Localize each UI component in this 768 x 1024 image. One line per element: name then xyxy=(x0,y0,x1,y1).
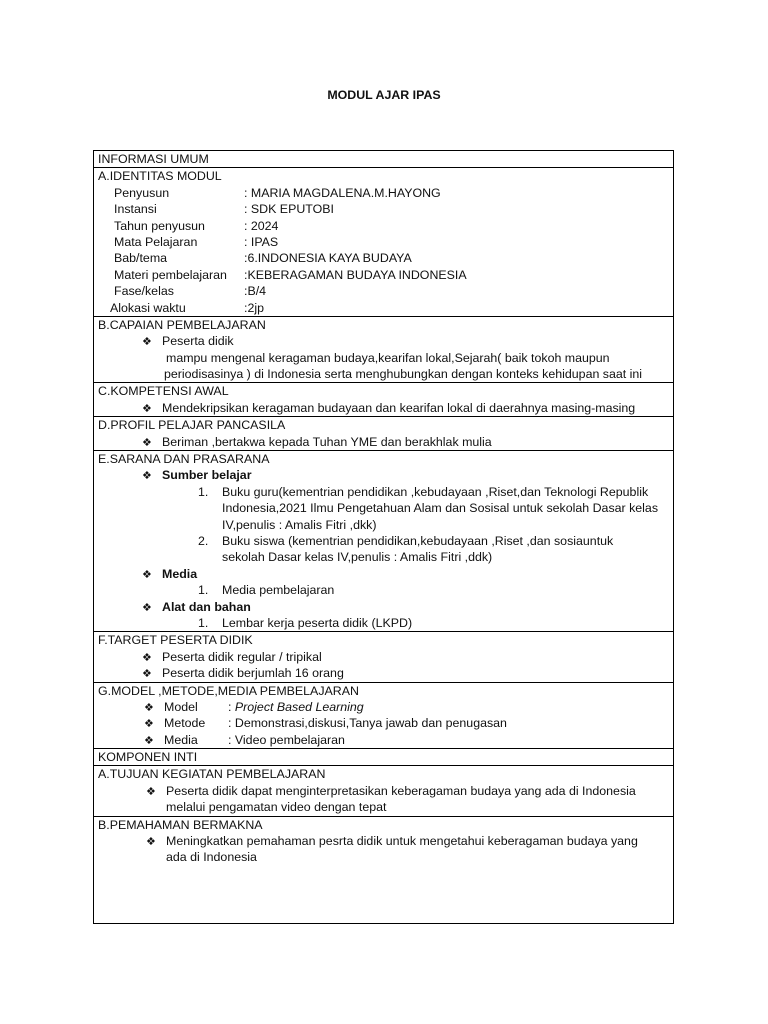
tujuan-heading: A.TUJUAN KEGIATAN PEMBELAJARAN xyxy=(98,767,326,782)
identity-key: Fase/kelas xyxy=(114,284,174,299)
diamond-bullet-icon: ❖ xyxy=(142,470,152,483)
target-section: F.TARGET PESERTA DIDIK ❖ Peserta didik regular / tripikal ❖ Peserta didik berjumlah 16 orang xyxy=(94,632,673,682)
capaian-heading: B.CAPAIAN PEMBELAJARAN xyxy=(98,317,266,332)
diamond-bullet-icon: ❖ xyxy=(142,402,152,415)
target-heading: F.TARGET PESERTA DIDIK xyxy=(98,633,253,648)
identity-value: :B/4 xyxy=(244,284,267,299)
kompetensi-section: C.KOMPETENSI AWAL ❖ Mendekripsikan keragaman budayaan dan kearifan lokal di daerahnya masing-masing xyxy=(94,383,673,417)
identity-key: Alokasi waktu xyxy=(110,300,186,315)
module-table xyxy=(93,150,674,924)
diamond-bullet-icon: ❖ xyxy=(142,568,152,581)
diamond-bullet-icon: ❖ xyxy=(146,836,156,849)
model-heading: G.MODEL ,METODE,MEDIA PEMBELAJARAN xyxy=(98,683,359,698)
profil-section: D.PROFIL PELAJAR PANCASILA ❖ Beriman ,bertakwa kepada Tuhan YME dan berakhlak mulia xyxy=(94,417,673,451)
diamond-bullet-icon: ❖ xyxy=(142,436,152,449)
identitas-heading: A.IDENTITAS MODUL xyxy=(98,169,222,184)
capaian-section: B.CAPAIAN PEMBELAJARAN ❖ Peserta didik mampu mengenal keragaman budaya,kearifan lokal,Sejarah( baik tokoh maupun periodisasinya ) di Indonesia serta menghubungkan dengan konteks kehidupan saat ini xyxy=(94,317,673,384)
pemahaman-heading: B.PEMAHAMAN BERMAKNA xyxy=(98,817,263,832)
info-umum-header: INFORMASI UMUM xyxy=(94,151,673,168)
identity-key: Tahun penyusun xyxy=(114,218,205,233)
identity-value: : IPAS xyxy=(244,234,279,249)
diamond-bullet-icon: ❖ xyxy=(142,668,152,681)
identity-key: Bab/tema xyxy=(114,251,168,266)
pemahaman-section: B.PEMAHAMAN BERMAKNA ❖ Meningkatkan pemahaman pesrta didik untuk mengetahui keberagaman budaya yang ada di Indonesia xyxy=(98,817,638,865)
diamond-bullet-icon: ❖ xyxy=(142,601,152,614)
identity-value: :2jp xyxy=(244,300,264,315)
komponen-inti-header: KOMPONEN INTI xyxy=(94,749,673,766)
tujuan-section: A.TUJUAN KEGIATAN PEMBELAJARAN ❖ Peserta didik dapat menginterpretasikan keberagaman budaya yang ada di Indonesia melalui pengamatan video dengan tepat xyxy=(94,766,673,816)
sarana-section: E.SARANA DAN PRASARANA ❖ Sumber belajar 1. Buku guru(kementrian pendidikan ,kebudayaan ,Riset,dan Teknologi Republik Indonesia,2021 Ilmu Pengetahuan Alam dan Sosisal untuk sekolah Dasar kelas IV,penulis : Amalis Fitri ,dkk) 2. Buku siswa (kementrian pendidikan,kebudayaan ,Riset ,dan sosiauntuk sekolah Dasar kelas IV,penulis : Amalis Fitri ,ddk) ❖ Media 1. Media pembelajaran ❖ Alat dan bahan 1. Lembar kerja peserta didik (LKPD) xyxy=(94,451,673,632)
identity-key: Instansi xyxy=(114,202,157,217)
identity-key: Penyusun xyxy=(114,185,170,200)
identity-value: :6.INDONESIA KAYA BUDAYA xyxy=(244,251,412,266)
identity-value: : 2024 xyxy=(244,218,279,233)
sarana-heading: E.SARANA DAN PRASARANA xyxy=(98,452,270,467)
diamond-bullet-icon: ❖ xyxy=(144,718,154,731)
identity-key: Mata Pelajaran xyxy=(114,234,198,249)
kompetensi-heading: C.KOMPETENSI AWAL xyxy=(98,384,229,399)
identity-value: :KEBERAGAMAN BUDAYA INDONESIA xyxy=(244,267,467,282)
document-title: MODUL AJAR IPAS xyxy=(327,88,441,102)
identitas-section xyxy=(94,168,673,317)
identity-value: : MARIA MAGDALENA.M.HAYONG xyxy=(244,185,441,200)
profil-heading: D.PROFIL PELAJAR PANCASILA xyxy=(98,418,286,433)
diamond-bullet-icon: ❖ xyxy=(144,701,154,714)
model-section: G.MODEL ,METODE,MEDIA PEMBELAJARAN ❖ Model : Project Based Learning ❖ Metode : Demonstrasi,diskusi,Tanya jawab dan penugasan ❖ Media : Video pembelajaran xyxy=(94,683,673,750)
identity-key: Materi pembelajaran xyxy=(114,267,227,282)
diamond-bullet-icon: ❖ xyxy=(142,336,152,349)
diamond-bullet-icon: ❖ xyxy=(144,734,154,747)
diamond-bullet-icon: ❖ xyxy=(146,785,156,798)
diamond-bullet-icon: ❖ xyxy=(142,651,152,664)
identity-value: : SDK EPUTOBI xyxy=(244,202,334,217)
